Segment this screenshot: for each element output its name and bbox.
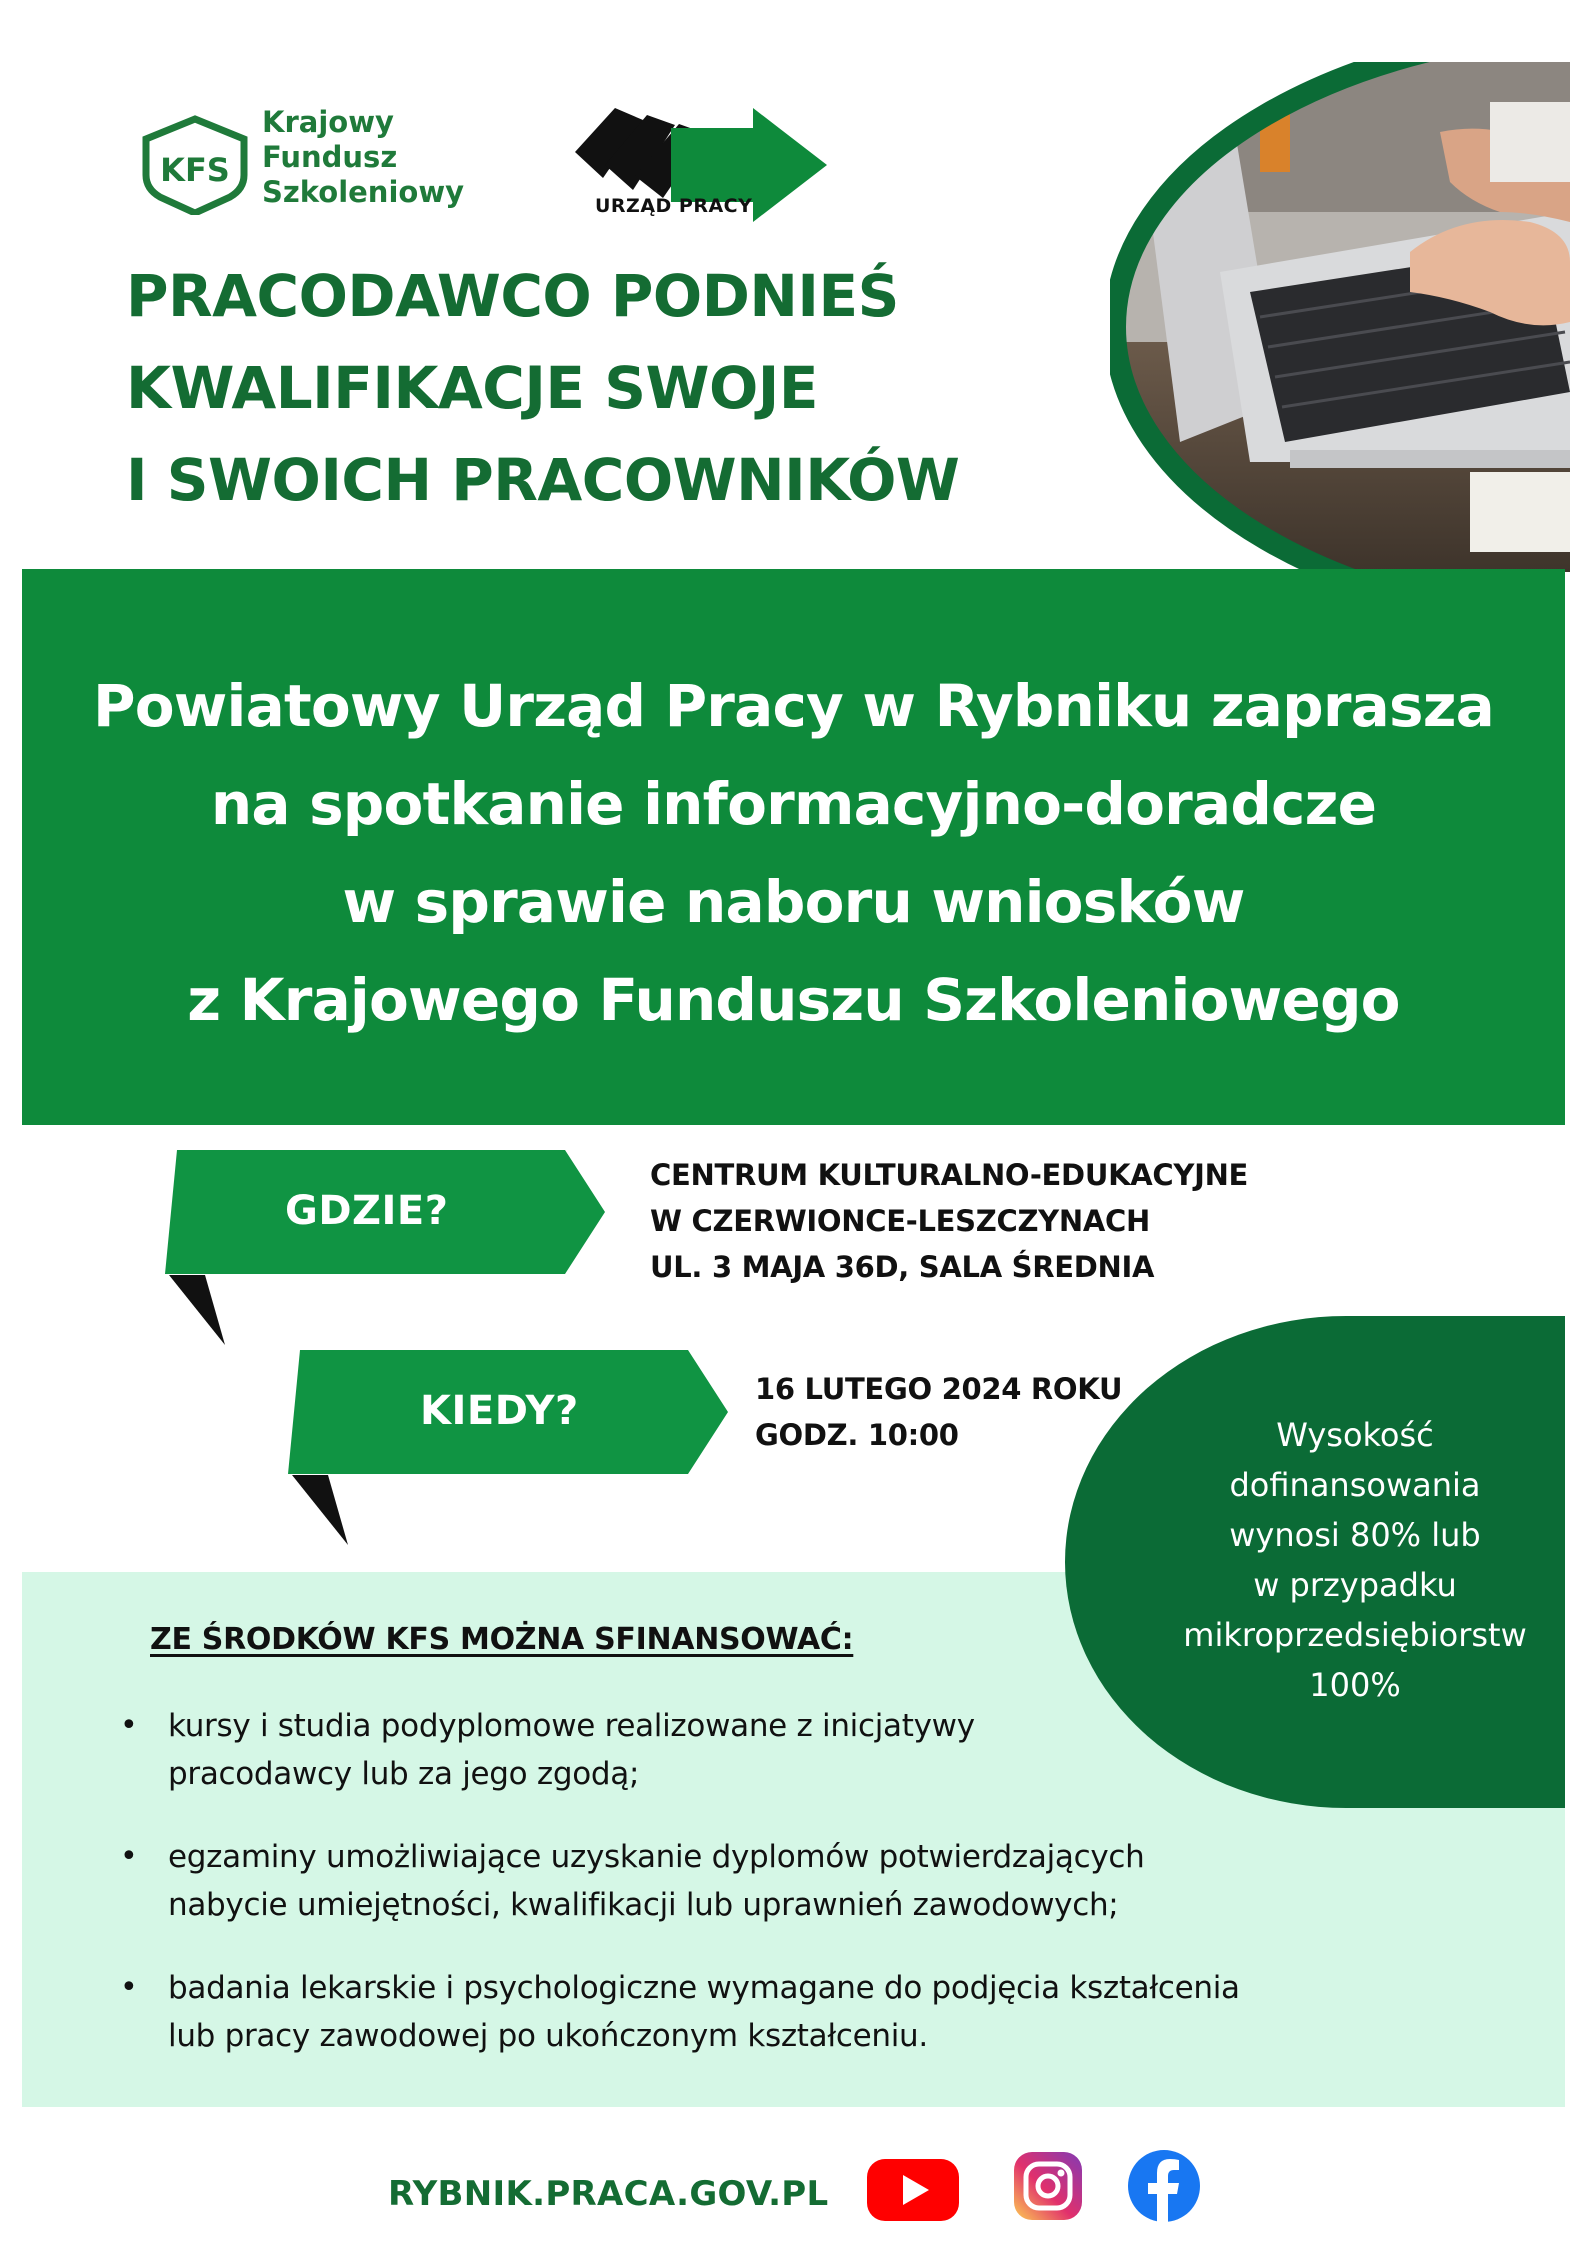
headline-line: KWALIFIKACJE SWOJE [126, 354, 818, 422]
where-line: W CZERWIONCE-LESZCZYNACH [650, 1204, 1150, 1238]
when-line: GODZ. 10:00 [755, 1418, 959, 1452]
where-arrow [165, 1150, 615, 1350]
invitation-text [22, 657, 1565, 1049]
list-title: ZE ŚRODKÓW KFS MOŻNA SFINANSOWAĆ: [150, 1622, 854, 1657]
laptop-photo-image [1110, 62, 1570, 572]
when-arrow-shape-icon [288, 1350, 738, 1550]
when-arrow [288, 1350, 738, 1550]
instagram-icon[interactable] [1012, 2150, 1084, 2222]
kfs-word: Fundusz [262, 140, 398, 174]
when-label: KIEDY? [420, 1388, 579, 1434]
youtube-icon[interactable] [865, 2155, 961, 2225]
when-details [755, 1366, 1122, 1458]
invitation-line: z Krajowego Funduszu Szkoleniowego [187, 966, 1400, 1034]
where-label: GDZIE? [285, 1188, 449, 1234]
funding-text [1125, 1410, 1585, 1710]
where-line: UL. 3 MAJA 36D, SALA ŚREDNIA [650, 1250, 1155, 1284]
invitation-line: na spotkanie informacyjno-doradcze [210, 770, 1377, 838]
kfs-logo [140, 105, 480, 225]
funding-line: mikroprzedsiębiorstw [1183, 1616, 1527, 1654]
list-item-line: • kursy i studia podyplomowe realizowane z inicjatywy [168, 1708, 975, 1744]
list-item [120, 1833, 1420, 1929]
kfs-badge-icon [140, 115, 250, 215]
where-line: CENTRUM KULTURALNO-EDUKACYJNE [650, 1158, 1249, 1192]
where-arrow-shape-icon [165, 1150, 615, 1350]
list-item-line: lub pracy zawodowej po ukończonym kształceniu. [168, 2018, 928, 2054]
kfs-logo-words [262, 105, 464, 210]
kfs-word: Krajowy [262, 105, 394, 139]
website-link[interactable]: RYBNIK.PRACA.GOV.PL [388, 2174, 829, 2214]
funding-line: w przypadku [1253, 1566, 1457, 1604]
funding-line: dofinansowania [1229, 1466, 1481, 1504]
kfs-badge-text: KFS [160, 151, 230, 189]
funding-line: 100% [1309, 1666, 1401, 1704]
list-item-line: • badania lekarskie i psychologiczne wymagane do podjęcia kształcenia [168, 1970, 1240, 2006]
list-item [120, 1964, 1420, 2060]
invitation-line: w sprawie naboru wniosków [342, 868, 1245, 936]
list-item-line: • egzaminy umożliwiające uzyskanie dyplomów potwierdzających [168, 1839, 1145, 1875]
facebook-icon[interactable] [1126, 2148, 1202, 2224]
list-item [120, 1702, 1420, 1798]
headline-line: I SWOICH PRACOWNIKÓW [126, 446, 960, 514]
invitation-line: Powiatowy Urząd Pracy w Rybniku zaprasza [92, 672, 1494, 740]
list-item-line: pracodawcy lub za jego zgodą; [168, 1756, 640, 1792]
page-headline [126, 250, 1106, 526]
when-line: 16 LUTEGO 2024 ROKU [755, 1372, 1123, 1406]
invitation-banner [22, 569, 1565, 1125]
fundable-items-list [120, 1702, 1420, 2095]
funding-line: wynosi 80% lub [1229, 1516, 1481, 1554]
kfs-word: Szkoleniowy [262, 175, 465, 209]
urzad-pracy-label: URZĄD PRACY [595, 195, 753, 217]
list-item-line: nabycie umiejętności, kwalifikacji lub uprawnień zawodowych; [168, 1887, 1119, 1923]
urzad-pracy-logo [575, 90, 835, 225]
laptop-photo [1110, 62, 1570, 572]
funding-line: Wysokość [1276, 1416, 1434, 1454]
where-details [650, 1152, 1248, 1290]
headline-line: PRACODAWCO PODNIEŚ [126, 262, 899, 330]
